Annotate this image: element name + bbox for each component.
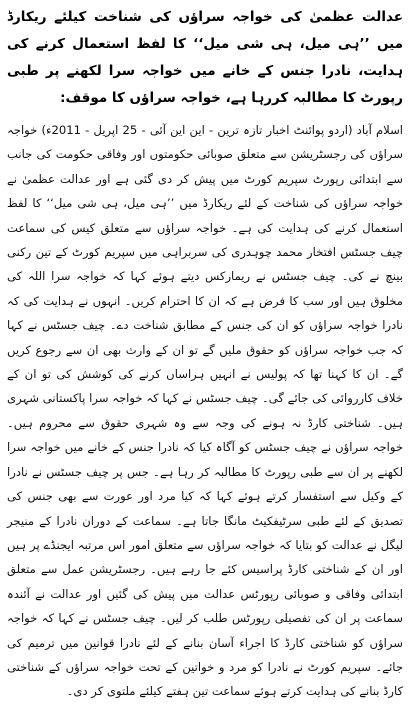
article-body: اسلام آباد (اردو پوائنٹ اخبار تازہ ترین - این این آئی - 25 اپریل - 2011ء) خواجہ سراؤں کی رجسٹریشن سے متعلق صوبائی حکومتوں اور وفاقی حکومت کی جانب سے ابتدائی رپورٹ سپریم کورٹ میں پیش کر دی گئی ہے اور عدالت عظمیٰ نے خواجہ سراؤں کی شناخت کے لئے ریکارڈ میں ’’ہی میل، ہی شی میل‘‘ کا لفظ استعمال کرنے کی ہدایت کی ہے۔ خواجہ سراؤں سے متعلق کیس کی سماعت چیف جسٹس افتخار محمد چوہدری کی سربراہی میں سپریم کورٹ کے تین رکنی بینچ نے کی۔ چیف جسٹس نے ریمارکس دیتے ہوئے کہا کہ خواجہ سرا اللہ کی مخلوق ہیں اور سب کا فرض ہے کہ ان کا احترام کریں۔ انہوں نے ہدایت کی کہ نادرا خواجہ سراؤں کو ان کی جنس کے مطابق شناخت دے۔ چیف جسٹس نے کہا کہ جب خواجہ سراؤں کو حقوق ملیں گے تو ان کے وارث بھی ان سے رجوع کریں گے۔ ان کا کہنا تھا کہ پولیس نے انہیں ہراساں کرنے کی کوشش کی تو ان کے خلاف کارروائی کی جائے گی۔ چیف جسٹس نے کہا کہ خواجہ سرا پاکستانی شہری ہیں۔ شناختی کارڈ نہ ہونے کی وجہ سے وہ شہری حقوق سے محروم ہیں۔ خواجہ سراؤں نے چیف جسٹس کو آگاہ کیا کہ نادرا جنس کے خانے میں خواجہ سرا لکھنے پر ان سے طبی رپورٹ کا مطالبہ کر رہا ہے۔ جس پر چیف جسٹس نے نادرا کے وکیل سے استفسار کرتے ہوئے کہا کہ کیا مرد اور عورت سے بھی جنس کی تصدیق کے لئے طبی سرٹیفکیٹ مانگا جاتا ہے۔ سماعت کے دوران نادرا کے منیجر لیگل نے عدالت کو بتایا کہ خواجہ سراؤں سے متعلق امور اس مرتبہ ایجنڈے پر ہیں اور ان کے شناختی کارڈ پراسیس کئے جا رہے ہیں۔ رجسٹریشن عمل سے متعلق ابتدائی وفاقی و صوبائی رپورٹس عدالت میں پیش کی گئیں اور عدالت نے آئندہ سماعت پر ان کی تفصیلی رپورٹس طلب کر لیں۔ چیف جسٹس نے کہا کہ خواجہ سراؤں کو شناختی کارڈ کا اجراء آسان بنانے کے لئے نادرا قوانین میں ترمیم کی جائے۔ سپریم کورٹ نے نادرا کو مرد و خواتین کے تحت خواجہ سراؤں کے شناختی کارڈ بنانے کی ہدایت کرتے ہوئے سماعت تین ہفتے کیلئے ملتوی کر دی۔ bbox=[7, 123, 404, 699]
article-headline: عدالت عظمیٰ کی خواجہ سراؤں کی شناخت کیلئے ریکارڈ میں ’’ہی میل، ہی شی میل‘‘ کا لفظ استعمال کرنے کی ہدایت، نادرا جنس کے خانے میں خواجہ سرا لکھنے پر طبی رپورٹ کا مطالبہ کررہا ہے، خواجہ سراؤں کا موقف: bbox=[7, 9, 403, 106]
